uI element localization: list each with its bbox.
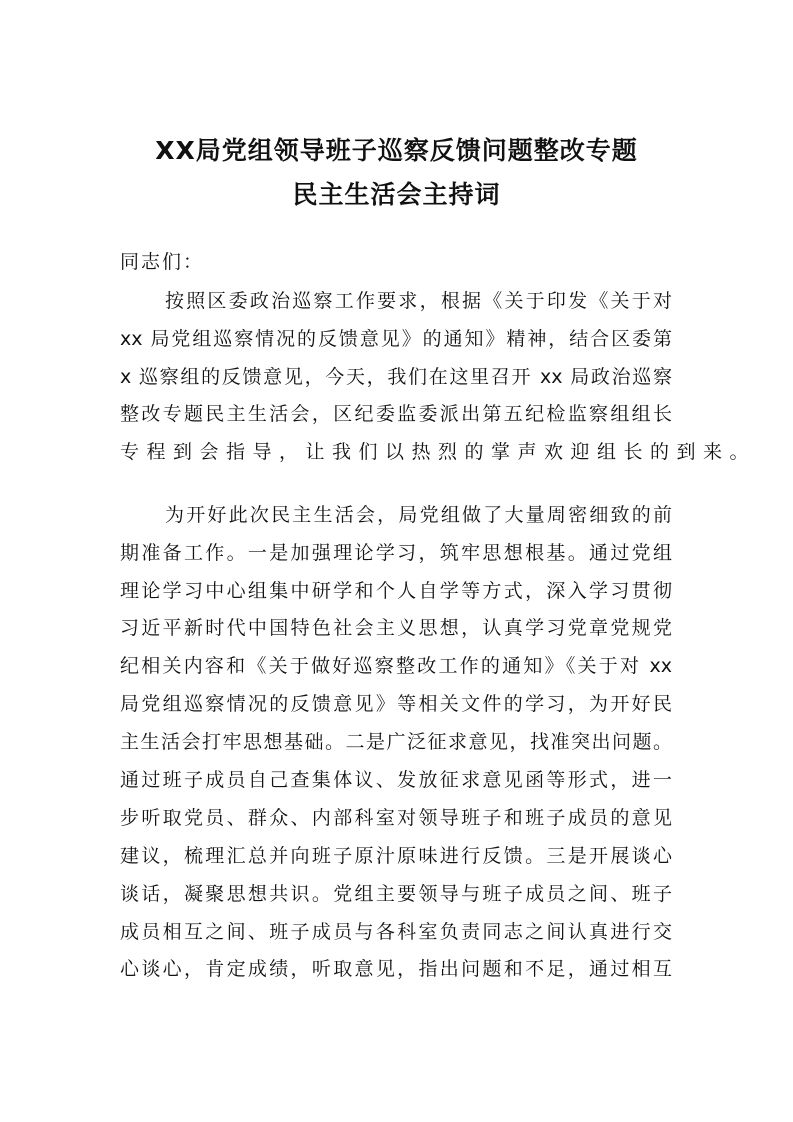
- paragraph-line: 通过班子成员自己查集体议、发放征求意见函等形式，进一: [120, 769, 672, 791]
- paragraph-line: 整改专题民主生活会，区纪委监委派出第五纪检监察组组长: [120, 403, 672, 425]
- paragraph-line: x 巡察组的反馈意见，今天，我们在这里召开 xx 局政治巡察: [120, 366, 672, 388]
- paragraph-line: 心谈心，肯定成绩，听取意见，指出问题和不足，通过相互: [120, 958, 672, 980]
- paragraph-line: xx 局党组巡察情况的反馈意见》的通知》精神，结合区委第: [120, 328, 672, 350]
- paragraph-line: 纪相关内容和《关于做好巡察整改工作的通知》《关于对 xx: [120, 655, 672, 677]
- paragraph-line: 习近平新时代中国特色社会主义思想，认真学习党章党规党: [120, 617, 672, 639]
- paragraph-line: 按照区委政治巡察工作要求，根据《关于印发《关于对: [165, 290, 672, 312]
- paragraph-line: 谈话，凝聚思想共识。党组主要领导与班子成员之间、班子: [120, 883, 672, 905]
- paragraph-line: 成员相互之间、班子成员与各科室负责同志之间认真进行交: [120, 921, 672, 943]
- paragraph-line: 步听取党员、群众、内部科室对领导班子和班子成员的意见: [120, 807, 672, 829]
- paragraph-line: 期准备工作。一是加强理论学习，筑牢思想根基。通过党组: [120, 542, 672, 564]
- paragraph-line: 专程到会指导，让我们以热烈的掌声欢迎组长的到来。: [120, 441, 757, 463]
- paragraph-line: 为开好此次民主生活会，局党组做了大量周密细致的前: [165, 504, 672, 526]
- paragraph-line: 建议，梳理汇总并向班子原汁原味进行反馈。三是开展谈心: [120, 845, 672, 867]
- paragraph-line: 局党组巡察情况的反馈意见》等相关文件的学习，为开好民: [120, 693, 672, 715]
- paragraph-line: 理论学习中心组集中研学和个人自学等方式，深入学习贯彻: [120, 580, 672, 602]
- paragraph-line: 主生活会打牢思想基础。二是广泛征求意见，找准突出问题。: [120, 731, 672, 753]
- document-title-line-1: XX局党组领导班子巡察反馈问题整改专题: [155, 136, 638, 165]
- document-title-line-2: 民主生活会主持词: [292, 180, 501, 209]
- salutation: 同志们：: [120, 251, 205, 273]
